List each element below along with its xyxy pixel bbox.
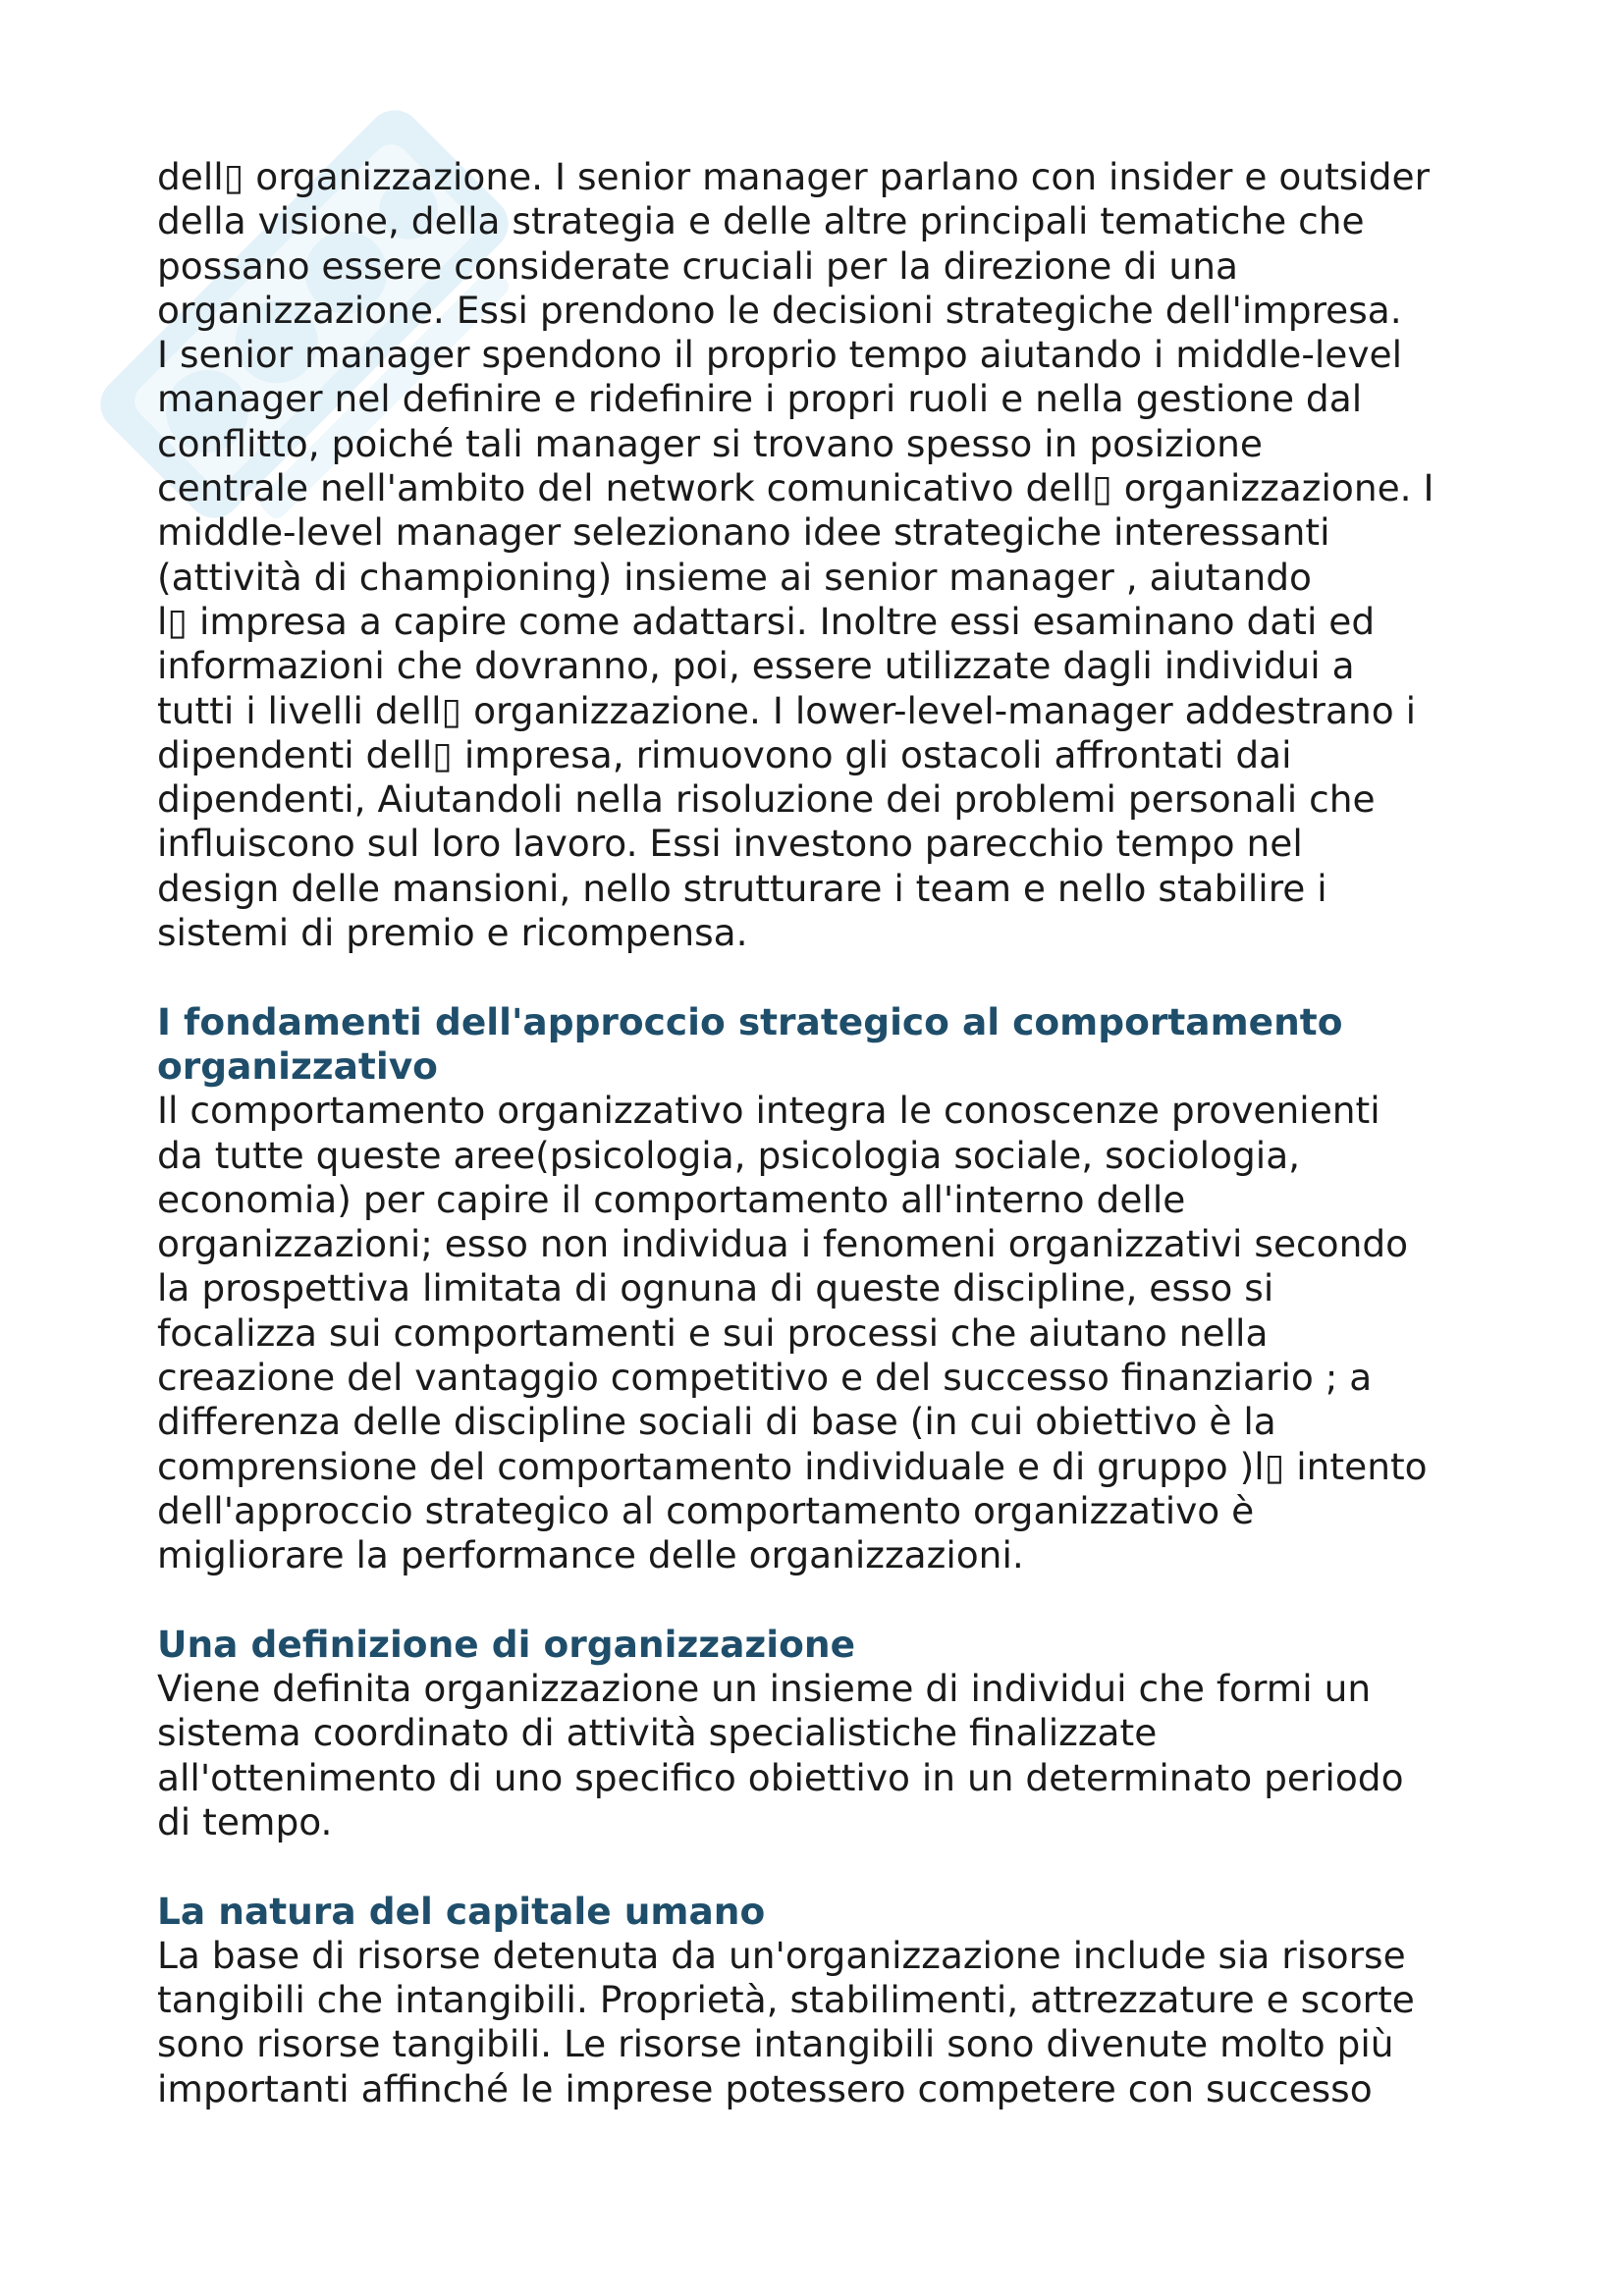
paragraph-spacer [157, 1844, 1492, 1889]
section-body-fondamenti [157, 1089, 1492, 1577]
text-line: organizzazioni; esso non individua i fenomeni organizzativi secondo [157, 1222, 1409, 1266]
text-line: conflitto, poiché tali manager si trovano spesso in posizione [157, 421, 1263, 465]
intro-paragraph [157, 155, 1492, 955]
heading-line: organizzativo [157, 1043, 438, 1088]
text-line: di tempo. [157, 1799, 333, 1843]
section-body-definizione [157, 1667, 1492, 1844]
text-line: migliorare la performance delle organizzazioni. [157, 1533, 1024, 1577]
section-heading-capitale-umano [157, 1890, 1492, 1934]
text-line: (attività di championing) insieme ai senior manager , aiutando [157, 555, 1312, 599]
heading-line: I fondamenti dell'approccio strategico al comportamento [157, 999, 1343, 1043]
section-body-capitale-umano [157, 1934, 1492, 2111]
text-line: I senior manager spendono il proprio tempo aiutando i middle-level [157, 333, 1403, 377]
text-line: dipendenti dell▯ impresa, rimuovono gli ostacoli affrontati dai [157, 732, 1292, 776]
text-line: manager nel definire e ridefinire i propri ruoli e nella gestione dal [157, 377, 1363, 421]
text-line: importanti affinché le imprese potessero competere con successo [157, 2066, 1373, 2110]
heading-line: Una definizione di organizzazione [157, 1622, 855, 1666]
text-line: tangibili che intangibili. Proprietà, stabilimenti, attrezzature e scorte [157, 1978, 1415, 2022]
text-line: la prospettiva limitata di ognuna di queste discipline, esso si [157, 1266, 1274, 1310]
paragraph-spacer [157, 1578, 1492, 1623]
text-line: Il comportamento organizzativo integra le conoscenze provenienti [157, 1089, 1380, 1133]
text-line: sistema coordinato di attività specialistiche finalizzate [157, 1711, 1158, 1755]
text-line: della visione, della strategia e delle altre principali tematiche che [157, 199, 1365, 243]
text-line: possano essere considerate cruciali per la direzione di una [157, 243, 1238, 288]
text-line: middle-level manager selezionano idee strategiche interessanti [157, 510, 1330, 555]
text-line: all'ottenimento di uno specifico obiettivo in un determinato periodo [157, 1755, 1404, 1799]
text-line: da tutte queste aree(psicologia, psicologia sociale, sociologia, [157, 1133, 1301, 1177]
text-line: dell'approccio strategico al comportamento organizzativo è [157, 1488, 1255, 1532]
document-page [157, 155, 1492, 2111]
text-line: economia) per capire il comportamento all'interno delle [157, 1177, 1186, 1221]
text-line: sono risorse tangibili. Le risorse intangibili sono divenute molto più [157, 2022, 1394, 2066]
text-line: organizzazione. Essi prendono le decisioni strategiche dell'impresa. [157, 288, 1402, 332]
text-line: differenza delle discipline sociali di base (in cui obiettivo è la [157, 1400, 1276, 1444]
section-heading-fondamenti [157, 1000, 1492, 1090]
text-line: tutti i livelli dell▯ organizzazione. I lower-level-manager addestrano i [157, 688, 1416, 732]
text-line: l▯ impresa a capire come adattarsi. Inoltre essi esaminano dati ed [157, 599, 1376, 643]
text-line: La base di risorse detenuta da un'organizzazione include sia risorse [157, 1933, 1406, 1977]
text-line: comprensione del comportamento individuale e di gruppo )l▯ intento [157, 1444, 1428, 1488]
text-line: creazione del vantaggio competitivo e del successo finanziario ; a [157, 1356, 1373, 1400]
text-line: focalizza sui comportamenti e sui processi che aiutano nella [157, 1310, 1269, 1355]
text-line: centrale nell'ambito del network comunicativo dell▯ organizzazione. I [157, 466, 1434, 510]
paragraph-spacer [157, 955, 1492, 999]
text-line: informazioni che dovranno, poi, essere utilizzate dagli individui a [157, 644, 1355, 688]
text-line: design delle mansioni, nello strutturare i team e nello stabilire i [157, 866, 1327, 910]
text-line: dipendenti, Aiutandoli nella risoluzione dei problemi personali che [157, 777, 1376, 822]
text-line: influiscono sul loro lavoro. Essi investono parecchio tempo nel [157, 822, 1303, 866]
text-line: sistemi di premio e ricompensa. [157, 911, 748, 955]
text-line: Viene definita organizzazione un insieme di individui che formi un [157, 1667, 1372, 1711]
heading-line: La natura del capitale umano [157, 1889, 766, 1933]
section-heading-definizione [157, 1623, 1492, 1667]
text-line: dell▯ organizzazione. I senior manager parlano con insider e outsider [157, 155, 1431, 198]
